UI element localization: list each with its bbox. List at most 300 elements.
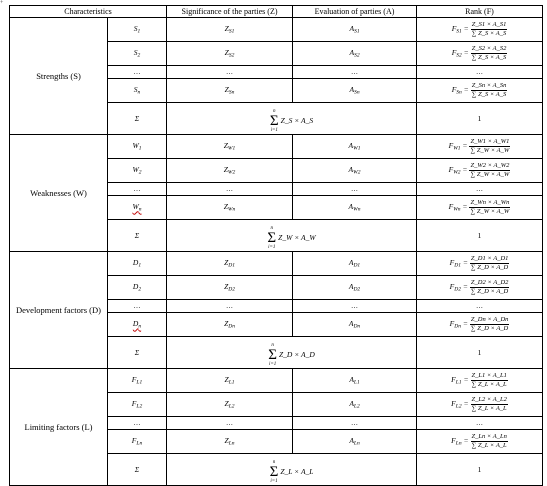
ellipsis-cell: … <box>417 66 543 79</box>
factor-code-cell <box>108 79 167 103</box>
rank-lhs: $F_{Ln}$ = <box>451 436 469 447</box>
significance-symbol-base: Z <box>223 165 228 175</box>
significance-symbol-sub: S2 <box>228 52 235 59</box>
ellipsis-cell: … <box>293 300 417 313</box>
table-row <box>10 135 543 159</box>
rank-f: F <box>451 436 456 446</box>
rank-denominator: ∑ Z_S × A_S <box>471 91 507 98</box>
rank-fraction <box>471 433 508 450</box>
significance-cell <box>167 159 293 183</box>
ellipsis-cell: … <box>108 66 167 79</box>
rank-numerator: Z_L2 × A_L2 <box>471 396 507 403</box>
significance-symbol-base: Z <box>224 258 229 268</box>
factor-code-sub: 2 <box>137 52 141 59</box>
rank-lhs: $F_{S2}$ = <box>451 48 469 59</box>
factor-code-sub: L1 <box>136 379 143 386</box>
factor-code-sub: Ln <box>136 440 143 447</box>
rank-formula <box>449 162 511 179</box>
evaluation-symbol-base: A <box>349 436 354 446</box>
evaluation-symbol <box>349 258 360 267</box>
rank-formula-cell <box>417 18 543 42</box>
significance-symbol-sub: Sn <box>228 89 235 96</box>
significance-cell <box>167 18 293 42</box>
rank-numerator: Z_S1 × A_S1 <box>471 21 507 28</box>
significance-cell <box>167 135 293 159</box>
factor-code-sub: 2 <box>138 286 142 293</box>
rank-denominator: ∑ Z_S × A_S <box>471 30 507 37</box>
rank-formula <box>451 396 508 413</box>
rank-f-sub: L1 <box>455 379 462 386</box>
header-row <box>10 6 543 18</box>
significance-symbol-base: Z <box>224 436 229 446</box>
rank-fraction <box>469 199 510 216</box>
sigma-operator <box>270 460 279 484</box>
factor-code <box>133 165 142 174</box>
ellipsis-cell: … <box>167 300 293 313</box>
rank-formula-cell <box>417 42 543 66</box>
rank-f-sub: Dn <box>454 323 461 330</box>
rank-fraction <box>470 316 510 333</box>
rank-f-sub: D1 <box>454 262 461 269</box>
evaluation-cell <box>293 159 417 183</box>
factor-code-sub: 2 <box>138 169 142 176</box>
evaluation-cell <box>293 276 417 300</box>
significance-symbol-sub: W1 <box>227 145 236 152</box>
evaluation-symbol-sub: Sn <box>354 89 360 96</box>
rank-f-sub: W1 <box>453 145 461 152</box>
factor-code-sub: 1 <box>137 28 141 35</box>
rank-f: F <box>448 202 454 212</box>
evaluation-symbol-base: A <box>349 48 355 58</box>
factor-code-sub: 1 <box>138 262 142 269</box>
factor-code-base: S <box>133 85 138 95</box>
ellipsis-cell: … <box>108 417 167 430</box>
factor-code-cell <box>108 393 167 417</box>
evaluation-symbol-sub: Dn <box>353 323 361 330</box>
factor-code-base: S <box>133 48 138 58</box>
factor-code-cell <box>108 276 167 300</box>
rank-formula <box>452 45 508 62</box>
sum-expression <box>268 343 315 367</box>
sigma-upper: n <box>271 342 274 348</box>
evaluation-cell <box>293 313 417 337</box>
group-label-w: Weaknesses (W) <box>10 135 108 252</box>
factor-code <box>133 202 142 211</box>
sum-symbol-cell: Σ <box>108 103 167 135</box>
evaluation-symbol <box>349 375 359 384</box>
rank-formula <box>452 21 508 38</box>
rank-numerator: Z_D2 × A_D2 <box>470 279 509 286</box>
sigma-operator <box>267 226 276 250</box>
rank-f-sub: Ln <box>455 440 462 447</box>
table-anchor-mark[interactable]: + <box>0 0 4 6</box>
factor-code <box>134 48 141 57</box>
evaluation-symbol <box>349 436 359 445</box>
evaluation-symbol <box>349 319 360 328</box>
evaluation-symbol <box>349 24 359 33</box>
significance-cell <box>167 79 293 103</box>
evaluation-symbol-base: A <box>348 282 354 292</box>
sum-term: Z_D × A_D <box>279 350 315 359</box>
factor-code-cell <box>108 313 167 337</box>
factor-code-base: D <box>132 282 139 292</box>
significance-symbol <box>225 375 235 384</box>
swot-evaluation-table <box>9 5 543 486</box>
rank-fraction <box>471 372 508 389</box>
significance-symbol-sub: S1 <box>228 28 235 35</box>
evaluation-symbol-base: A <box>349 85 355 95</box>
significance-symbol <box>224 141 236 150</box>
evaluation-symbol-base: A <box>348 141 354 151</box>
rank-numerator: Z_Sn × A_Sn <box>471 82 507 89</box>
rank-formula <box>449 199 511 216</box>
significance-symbol <box>225 85 235 94</box>
factor-code <box>134 85 141 94</box>
rank-numerator: Z_W1 × A_W1 <box>470 138 510 145</box>
significance-symbol <box>224 202 236 211</box>
factor-code-sub: n <box>137 89 141 96</box>
rank-total-cell: 1 <box>417 454 543 486</box>
evaluation-symbol-base: A <box>348 319 354 329</box>
factor-code <box>132 375 142 384</box>
sigma-glyph: Σ <box>269 112 279 129</box>
evaluation-symbol-sub: L1 <box>353 379 360 386</box>
evaluation-symbol <box>349 141 361 150</box>
significance-cell <box>167 313 293 337</box>
factor-code-cell <box>108 196 167 220</box>
evaluation-symbol-sub: S1 <box>354 28 360 35</box>
header-rank: Rank (F) <box>417 6 543 18</box>
rank-formula <box>452 82 508 99</box>
sigma-lower: i=1 <box>270 127 278 133</box>
rank-total-cell: 1 <box>417 103 543 135</box>
rank-fraction <box>470 279 510 296</box>
evaluation-cell <box>293 42 417 66</box>
significance-symbol-sub: Wn <box>227 206 236 213</box>
rank-f: F <box>451 24 457 34</box>
ellipsis-cell: … <box>417 300 543 313</box>
rank-numerator: Z_L1 × A_L1 <box>471 372 507 379</box>
significance-symbol-sub: D1 <box>228 262 235 269</box>
rank-total-cell: 1 <box>417 220 543 252</box>
significance-symbol <box>224 165 236 174</box>
rank-denominator: ∑ Z_W × A_W <box>470 208 510 215</box>
significance-symbol-base: Z <box>224 48 229 58</box>
significance-symbol-base: Z <box>224 319 229 329</box>
factor-code <box>134 24 141 33</box>
rank-denominator: ∑ Z_L × A_L <box>471 405 507 412</box>
header-significance: Significance of the parties (Z) <box>167 6 293 18</box>
rank-f: F <box>448 165 454 175</box>
evaluation-cell <box>293 430 417 454</box>
rank-fraction <box>469 162 510 179</box>
rank-denominator: ∑ Z_L × A_L <box>471 381 507 388</box>
evaluation-cell <box>293 393 417 417</box>
sum-expression <box>270 109 313 133</box>
evaluation-symbol-base: A <box>348 165 354 175</box>
rank-f: F <box>449 258 455 268</box>
rank-fraction <box>469 138 510 155</box>
factor-code-cell <box>108 252 167 276</box>
rank-formula <box>450 255 510 272</box>
significance-symbol <box>225 436 235 445</box>
sigma-lower: i=1 <box>270 478 278 484</box>
significance-cell <box>167 196 293 220</box>
evaluation-cell <box>293 252 417 276</box>
rank-formula-cell <box>417 276 543 300</box>
significance-symbol <box>225 24 235 33</box>
significance-symbol <box>224 319 235 328</box>
rank-f-sub: W2 <box>453 169 461 176</box>
rank-f-sub: L2 <box>455 403 462 410</box>
rank-f: F <box>451 85 457 95</box>
ellipsis-cell: … <box>108 300 167 313</box>
table-row <box>10 369 543 393</box>
sigma-operator <box>268 343 277 367</box>
sum-symbol-cell: Σ <box>108 220 167 252</box>
factor-code <box>132 436 142 445</box>
evaluation-symbol <box>349 282 360 291</box>
significance-symbol-base: Z <box>224 399 229 409</box>
rank-formula-cell <box>417 393 543 417</box>
significance-cell <box>167 430 293 454</box>
rank-f-sub: S1 <box>456 28 462 35</box>
rank-numerator: Z_S2 × A_S2 <box>471 45 507 52</box>
sigma-upper: n <box>273 108 276 114</box>
sigma-upper: n <box>272 459 276 465</box>
ellipsis-cell: … <box>293 183 417 196</box>
sum-expression <box>270 460 314 484</box>
rank-formula <box>449 138 511 155</box>
sum-expression-cell <box>167 103 417 135</box>
evaluation-symbol <box>349 165 361 174</box>
rank-lhs: $F_{D2}$ = <box>449 282 468 293</box>
rank-lhs: $F_{S1}$ = <box>451 24 469 35</box>
evaluation-symbol-base: A <box>349 375 354 385</box>
ellipsis-cell: … <box>417 183 543 196</box>
rank-lhs: $F_{Dn}$ = <box>449 319 468 330</box>
ellipsis-cell: … <box>293 417 417 430</box>
sigma-upper: n <box>270 225 274 231</box>
rank-f: F <box>448 141 454 151</box>
factor-code-cell <box>108 135 167 159</box>
significance-symbol <box>224 282 235 291</box>
evaluation-symbol-sub: Wn <box>353 206 361 213</box>
rank-f-sub: Wn <box>453 206 461 213</box>
evaluation-symbol-sub: D1 <box>353 262 361 269</box>
rank-numerator: Z_Ln × A_Ln <box>471 433 507 440</box>
table-body <box>10 18 543 486</box>
rank-f: F <box>451 375 456 385</box>
factor-code-base: F <box>131 399 137 409</box>
sigma-glyph: Σ <box>269 463 279 480</box>
rank-f: F <box>451 48 457 58</box>
rank-formula <box>451 372 508 389</box>
significance-symbol <box>224 258 235 267</box>
evaluation-cell <box>293 196 417 220</box>
factor-code-base: F <box>131 436 137 446</box>
significance-symbol <box>225 48 235 57</box>
rank-formula-cell <box>417 135 543 159</box>
evaluation-symbol-base: A <box>348 202 354 212</box>
factor-code-cell <box>108 369 167 393</box>
factor-code-base: W <box>132 165 139 175</box>
factor-code-base: W <box>132 141 139 151</box>
evaluation-cell <box>293 369 417 393</box>
sum-symbol-cell: Σ <box>108 454 167 486</box>
table-row <box>10 252 543 276</box>
ellipsis-cell: … <box>417 417 543 430</box>
evaluation-symbol-base: A <box>349 399 354 409</box>
evaluation-symbol-sub: Ln <box>353 440 360 447</box>
sum-expression-cell <box>167 454 417 486</box>
factor-code <box>133 258 141 267</box>
rank-numerator: Z_Dn × A_Dn <box>470 316 509 323</box>
factor-code-cell <box>108 42 167 66</box>
evaluation-cell <box>293 79 417 103</box>
rank-formula <box>450 316 510 333</box>
sum-expression-cell <box>167 220 417 252</box>
significance-symbol-base: Z <box>223 141 228 151</box>
rank-numerator: Z_Wn × A_Wn <box>470 199 510 206</box>
evaluation-symbol-sub: L2 <box>353 403 360 410</box>
sum-term: Z_L × A_L <box>280 467 314 476</box>
rank-fraction <box>470 255 510 272</box>
rank-denominator: ∑ Z_W × A_W <box>470 171 510 178</box>
significance-symbol-sub: L1 <box>228 379 235 386</box>
significance-symbol-sub: D2 <box>228 286 235 293</box>
evaluation-cell <box>293 135 417 159</box>
factor-code <box>133 282 141 291</box>
rank-denominator: ∑ Z_D × A_D <box>471 264 509 271</box>
evaluation-symbol-base: A <box>348 258 354 268</box>
sigma-lower: i=1 <box>269 361 277 367</box>
rank-total-cell: 1 <box>417 337 543 369</box>
group-label-l: Limiting factors (L) <box>10 369 108 486</box>
rank-formula <box>451 433 508 450</box>
evaluation-symbol <box>349 48 359 57</box>
significance-cell <box>167 369 293 393</box>
evaluation-symbol-sub: D2 <box>353 286 361 293</box>
header-evaluation: Evaluation of parties (A) <box>293 6 417 18</box>
factor-code <box>132 399 142 408</box>
rank-lhs: $F_{Wn}$ = <box>448 202 468 213</box>
rank-formula-cell <box>417 196 543 220</box>
rank-lhs: $F_{W1}$ = <box>448 141 468 152</box>
evaluation-symbol-sub: S2 <box>354 52 360 59</box>
rank-denominator: ∑ Z_W × A_W <box>470 147 510 154</box>
factor-code-base: W <box>132 202 139 212</box>
rank-numerator: Z_W2 × A_W2 <box>470 162 510 169</box>
rank-formula-cell <box>417 79 543 103</box>
factor-code-base: F <box>131 375 137 385</box>
sigma-operator <box>270 109 279 133</box>
rank-formula <box>450 279 510 296</box>
evaluation-symbol-sub: W1 <box>353 145 361 152</box>
factor-code-sub: 1 <box>138 145 142 152</box>
significance-symbol-base: Z <box>224 282 229 292</box>
significance-cell <box>167 276 293 300</box>
significance-symbol-sub: W2 <box>227 169 236 176</box>
sum-symbol-cell: Σ <box>108 337 167 369</box>
significance-cell <box>167 252 293 276</box>
significance-symbol-base: Z <box>224 24 229 34</box>
factor-code-cell <box>108 430 167 454</box>
factor-code-base: D <box>132 319 139 329</box>
significance-symbol-sub: Ln <box>228 440 235 447</box>
rank-f: F <box>449 319 455 329</box>
ellipsis-cell: … <box>293 66 417 79</box>
rank-denominator: ∑ Z_D × A_D <box>471 325 509 332</box>
rank-formula-cell <box>417 252 543 276</box>
group-label-s: Strengths (S) <box>10 18 108 135</box>
group-label-d: Development factors (D) <box>10 252 108 369</box>
rank-f-sub: D2 <box>454 286 461 293</box>
sum-term: Z_W × A_W <box>278 233 316 242</box>
evaluation-symbol <box>349 399 359 408</box>
rank-denominator: ∑ Z_L × A_L <box>471 442 507 449</box>
rank-formula-cell <box>417 430 543 454</box>
significance-symbol-base: Z <box>224 375 229 385</box>
factor-code-cell <box>108 159 167 183</box>
rank-lhs: $F_{L1}$ = <box>451 375 469 386</box>
rank-fraction <box>471 396 508 413</box>
rank-f-sub: S2 <box>456 52 462 59</box>
significance-symbol-base: Z <box>223 202 228 212</box>
sigma-lower: i=1 <box>268 244 276 250</box>
significance-symbol-sub: L2 <box>228 403 235 410</box>
ellipsis-cell: … <box>167 417 293 430</box>
rank-fraction <box>471 21 508 38</box>
factor-code-cell <box>108 18 167 42</box>
rank-lhs: $F_{Sn}$ = <box>451 85 469 96</box>
evaluation-symbol-base: A <box>349 24 355 34</box>
factor-code-sub: L2 <box>136 403 143 410</box>
rank-numerator: Z_D1 × A_D1 <box>470 255 509 262</box>
rank-formula-cell <box>417 369 543 393</box>
sigma-glyph: Σ <box>267 229 277 246</box>
rank-lhs: $F_{D1}$ = <box>449 258 468 269</box>
rank-formula-cell <box>417 159 543 183</box>
sum-expression <box>267 226 315 250</box>
ellipsis-cell: … <box>108 183 167 196</box>
factor-code-base: S <box>133 24 138 34</box>
header-characteristics: Characteristics <box>10 6 167 18</box>
rank-fraction <box>471 82 508 99</box>
significance-symbol <box>225 399 235 408</box>
evaluation-symbol-sub: W2 <box>353 169 361 176</box>
factor-code <box>133 319 141 328</box>
table-row <box>10 18 543 42</box>
rank-fraction <box>471 45 508 62</box>
evaluation-cell <box>293 18 417 42</box>
significance-cell <box>167 393 293 417</box>
rank-formula-cell <box>417 313 543 337</box>
significance-symbol-sub: Dn <box>228 323 235 330</box>
rank-lhs: $F_{L2}$ = <box>451 399 469 410</box>
factor-code-base: D <box>132 258 139 268</box>
factor-code-sub: n <box>138 323 142 330</box>
rank-denominator: ∑ Z_D × A_D <box>471 288 509 295</box>
evaluation-symbol <box>349 85 359 94</box>
rank-f: F <box>449 282 455 292</box>
sum-term: Z_S × A_S <box>280 116 314 125</box>
rank-lhs: $F_{W2}$ = <box>448 165 468 176</box>
ellipsis-cell: … <box>167 66 293 79</box>
rank-f: F <box>451 399 456 409</box>
factor-code <box>133 141 142 150</box>
sigma-glyph: Σ <box>268 346 277 363</box>
